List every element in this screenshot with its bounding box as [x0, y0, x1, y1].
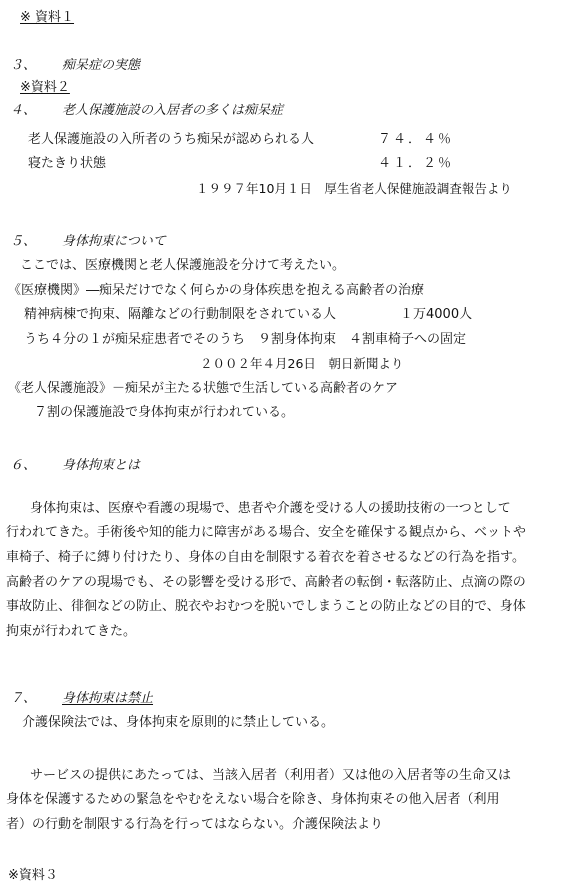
paragraph: 精神病棟で拘束、隔離などの行動制限をされている人 — [24, 307, 337, 322]
stat-value: １万4000人 — [400, 307, 473, 322]
section-5-number: ５、 — [10, 234, 37, 249]
section-5-title: 身体拘束について — [62, 234, 166, 249]
paragraph-line: 身体を保護するための緊急をやむをえない場合を除き、身体拘束その他入居者（利用 — [6, 792, 500, 807]
section-6-title: 身体拘束とは — [62, 458, 141, 473]
source-citation: ２００２年４月26日 朝日新聞より — [200, 356, 404, 371]
section-7-title: 身体拘束は禁止 — [62, 691, 154, 706]
source-citation: １９９７年10月１日 厚生省老人保健施設調査報告より — [196, 181, 512, 196]
section-3-number: ３、 — [10, 58, 37, 73]
section-7-number: ７、 — [10, 691, 37, 706]
paragraph-line: サービスの提供にあたっては、当該入居者（利用者）又は他の入居者等の生命又は — [30, 768, 512, 783]
paragraph-line: 高齢者のケアの現場でも、その影響を受ける形で、高齢者の転倒・転落防止、点滴の際の — [6, 575, 526, 590]
paragraph: うち４分の１が痴呆症患者でそのうち ９割身体拘束 ４割車椅子への固定 — [24, 332, 467, 347]
section-4-number: ４、 — [10, 103, 37, 118]
paragraph: 介護保険法では、身体拘束を原則的に禁止している。 — [22, 715, 335, 730]
section-4-title: 老人保護施設の入居者の多くは痴呆症 — [62, 103, 284, 118]
paragraph-line: 拘束が行われてきた。 — [6, 624, 137, 639]
paragraph-line: 行われてきた。手術後や知的能力に障害がある場合、安全を確保する観点から、ベットや — [6, 525, 527, 540]
stat-row-value: ４１．２％ — [378, 156, 454, 171]
section-6-number: ６、 — [10, 458, 37, 473]
reference-note-3: ※資料３ — [8, 868, 58, 883]
reference-note-1: ※ 資料１ — [20, 10, 75, 25]
stat-row-label: 老人保護施設の入所者のうち痴呆が認められる人 — [28, 132, 315, 147]
paragraph: ここでは、医療機関と老人保護施設を分けて考えたい。 — [20, 258, 346, 273]
paragraph-line: 車椅子、椅子に縛り付けたり、身体の自由を制限する着衣を着させるなどの行為を指す。 — [6, 550, 525, 565]
section-3-title: 痴呆症の実態 — [62, 58, 141, 73]
paragraph-line: 身体拘束は、医療や看護の現場で、患者や介護を受ける人の援助技術の一つとして — [30, 501, 511, 516]
stat-row-label: 寝たきり状態 — [28, 156, 107, 171]
paragraph-line: 事故防止、徘徊などの防止、脱衣やおむつを脱いでしまうことの防止などの目的で、身体 — [6, 599, 526, 614]
subheading-care: 《老人保護施設》－痴呆が主たる状態で生活している高齢者のケア — [8, 381, 399, 396]
subheading-medical: 《医療機関》―痴呆だけでなく何らかの身体疾患を抱える高齢者の治療 — [8, 283, 425, 298]
reference-note-2: ※資料２ — [20, 80, 70, 95]
paragraph: ７割の保護施設で身体拘束が行われている。 — [34, 405, 295, 420]
stat-row-value: ７４．４％ — [378, 132, 454, 147]
paragraph-line: 者）の行動を制限する行為を行ってはならない。介護保険法より — [6, 817, 384, 832]
